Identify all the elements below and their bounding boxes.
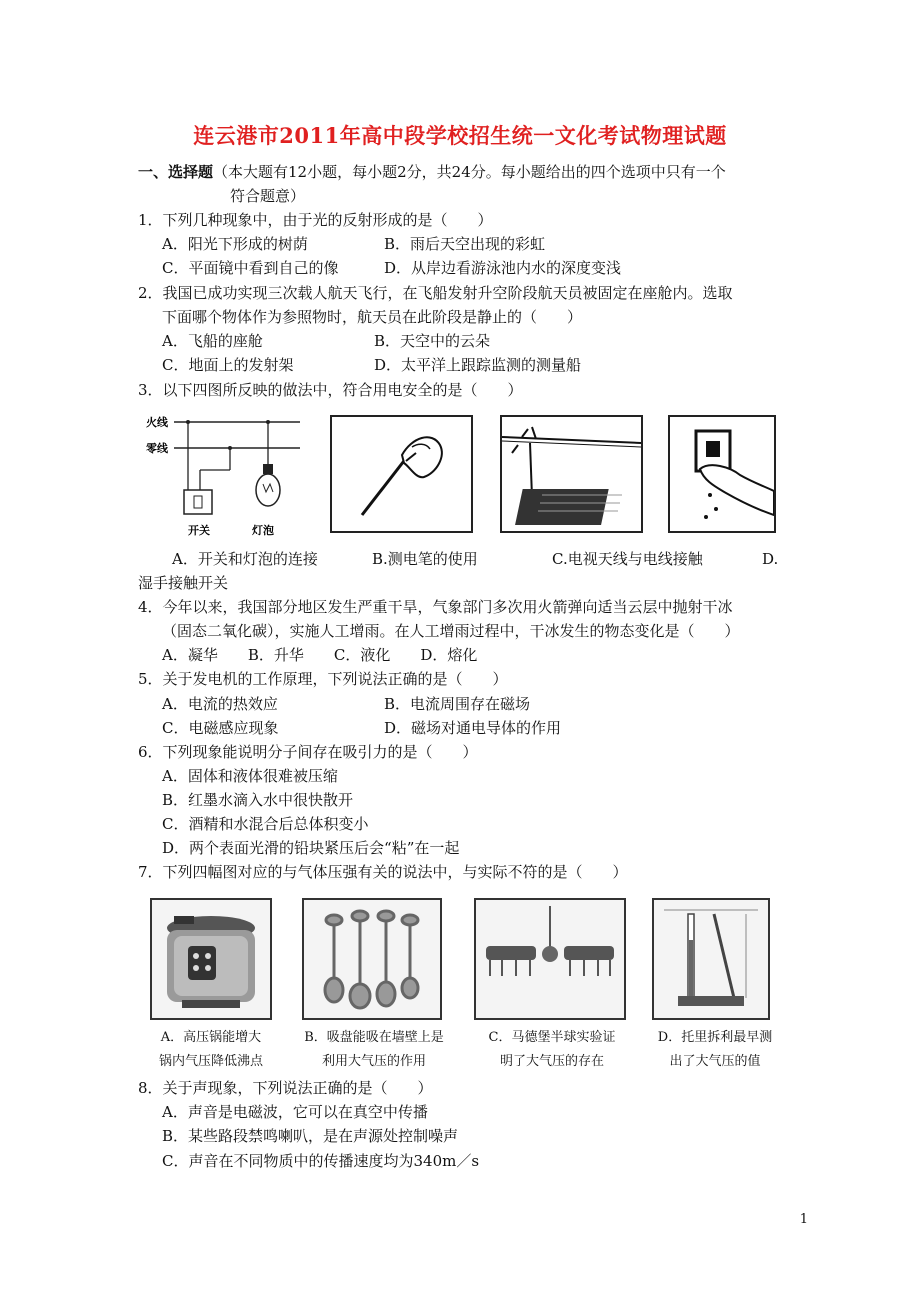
antenna-icon — [502, 417, 641, 531]
q6-option-d: D．两个表面光滑的铅块紧压后会“粘”在一起 — [162, 839, 460, 857]
q8-option-a: A．声音是电磁波，它可以在真空中传播 — [162, 1103, 428, 1121]
q7-caption-b-line2: 利用大气压的作用 — [321, 1054, 426, 1069]
q2-option-a: A．飞船的座舱 — [162, 332, 263, 350]
q1-option-d: D．从岸边看游泳池内水的深度变浅 — [384, 259, 622, 277]
q2-stem-1: 2．我国已成功实现三次载人航天飞行，在飞船发射升空阶段航天员被固定在座舱内。选取 — [138, 284, 733, 302]
q7-stem: 7．下列四幅图对应的与气体压强有关的说法中，与实际不符的是（ ） — [138, 863, 628, 881]
tester-pen-icon — [332, 417, 471, 531]
wet-hand-switch-figure — [668, 415, 776, 533]
q7-caption-b — [294, 1026, 454, 1074]
q4-stem-2: （固态二氧化碳），实施人工增雨。在人工增雨过程中，干冰发生的物态变化是（ ） — [162, 622, 740, 640]
q7-caption-c-line2: 明了大气压的存在 — [499, 1054, 604, 1069]
q5-stem: 5．关于发电机的工作原理，下列说法正确的是（ ） — [138, 670, 508, 688]
antenna-wire-figure — [500, 415, 643, 533]
bulb-label: 灯泡 — [252, 524, 274, 537]
q5-option-d: D．磁场对通电导体的作用 — [384, 719, 562, 737]
suction-cup-icon — [304, 900, 440, 1018]
page-number: 1 — [799, 1212, 808, 1227]
q4-options: A．凝华 B．升华 C．液化 D．熔化 — [162, 646, 478, 664]
section-heading: 一、选择题 — [138, 163, 214, 181]
neutral-wire-label: 零线 — [146, 442, 168, 455]
q3-option-b: B.测电笔的使用 — [372, 550, 478, 568]
pressure-cooker-icon — [152, 900, 270, 1018]
torricelli-photo — [652, 898, 770, 1020]
section-desc: （本大题有12小题，每小题2分，共24分。每小题给出的四个选项中只有一个 — [213, 163, 726, 181]
section-desc-cont: 符合题意） — [230, 187, 306, 205]
q5-option-c: C．电磁感应现象 — [162, 719, 279, 737]
q6-option-a: A．固体和液体很难被压缩 — [162, 767, 338, 785]
bulb-icon — [256, 474, 280, 506]
q4-stem-1: 4．今年以来，我国部分地区发生严重干旱，气象部门多次用火箭弹向适当云层中抛射干冰 — [138, 598, 733, 616]
switch-label: 开关 — [188, 524, 210, 537]
magdeburg-photo — [474, 898, 626, 1020]
q8-option-b: B．某些路段禁鸣喇叭，是在声源处控制噪声 — [162, 1127, 459, 1145]
q1-option-c: C．平面镜中看到自己的像 — [162, 259, 339, 277]
q1-stem: 1．下列几种现象中，由于光的反射形成的是（ ） — [138, 211, 493, 229]
q2-option-b: B．天空中的云朵 — [374, 332, 491, 350]
q6-option-b: B．红墨水滴入水中很快散开 — [162, 791, 354, 809]
q5-option-a: A．电流的热效应 — [162, 695, 278, 713]
q7-caption-a — [136, 1026, 286, 1074]
q7-caption-c-line1: C．马德堡半球实验证 — [488, 1030, 616, 1045]
q3-option-c: C.电视天线与电线接触 — [552, 550, 703, 568]
q7-caption-c — [474, 1026, 630, 1074]
q7-caption-d-line2: 出了大气压的值 — [669, 1054, 761, 1069]
q6-option-c: C．酒精和水混合后总体积变小 — [162, 815, 369, 833]
pressure-cooker-photo — [150, 898, 272, 1020]
bulb-socket — [263, 464, 273, 474]
exam-title: 连云港市2011年高中段学校招生统一文化考试物理试题 — [193, 123, 727, 148]
live-wire-label: 火线 — [146, 416, 168, 429]
magdeburg-hemispheres-icon — [476, 900, 624, 1018]
q5-option-b: B．电流周围存在磁场 — [384, 695, 531, 713]
q7-caption-a-line1: A．高压锅能增大 — [160, 1030, 262, 1045]
section-1-heading-line — [138, 162, 726, 182]
q6-stem: 6．下列现象能说明分子间存在吸引力的是（ ） — [138, 743, 478, 761]
wiring-diagram — [140, 412, 310, 542]
suction-cup-photo — [302, 898, 442, 1020]
q3-stem: 3．以下四图所反映的做法中，符合用电安全的是（ ） — [138, 381, 523, 399]
q2-option-c: C．地面上的发射架 — [162, 356, 294, 374]
q1-option-a: A．阳光下形成的树荫 — [162, 235, 308, 253]
wet-hand-icon — [670, 417, 774, 531]
q7-caption-a-line2: 锅内气压降低沸点 — [158, 1054, 263, 1069]
q3-option-a: A．开关和灯泡的连接 — [172, 550, 318, 568]
q8-stem: 8．关于声现象，下列说法正确的是（ ） — [138, 1079, 433, 1097]
q7-caption-d — [640, 1026, 790, 1074]
q1-option-b: B．雨后天空出现的彩虹 — [384, 235, 546, 253]
q2-option-d: D．太平洋上跟踪监测的测量船 — [374, 356, 582, 374]
q7-caption-b-line1: B．吸盘能吸在墙壁上是 — [304, 1030, 444, 1045]
q3-option-d-text: 湿手接触开关 — [138, 574, 229, 592]
torricelli-tube-icon — [654, 900, 768, 1018]
q8-option-c: C．声音在不同物质中的传播速度均为340m／s — [162, 1152, 480, 1170]
q2-stem-2: 下面哪个物体作为参照物时，航天员在此阶段是静止的（ ） — [162, 308, 583, 326]
q3-option-d-prefix: D. — [762, 550, 779, 568]
tester-pen-figure — [330, 415, 473, 533]
q7-caption-d-line1: D．托里拆利最早测 — [657, 1030, 773, 1045]
